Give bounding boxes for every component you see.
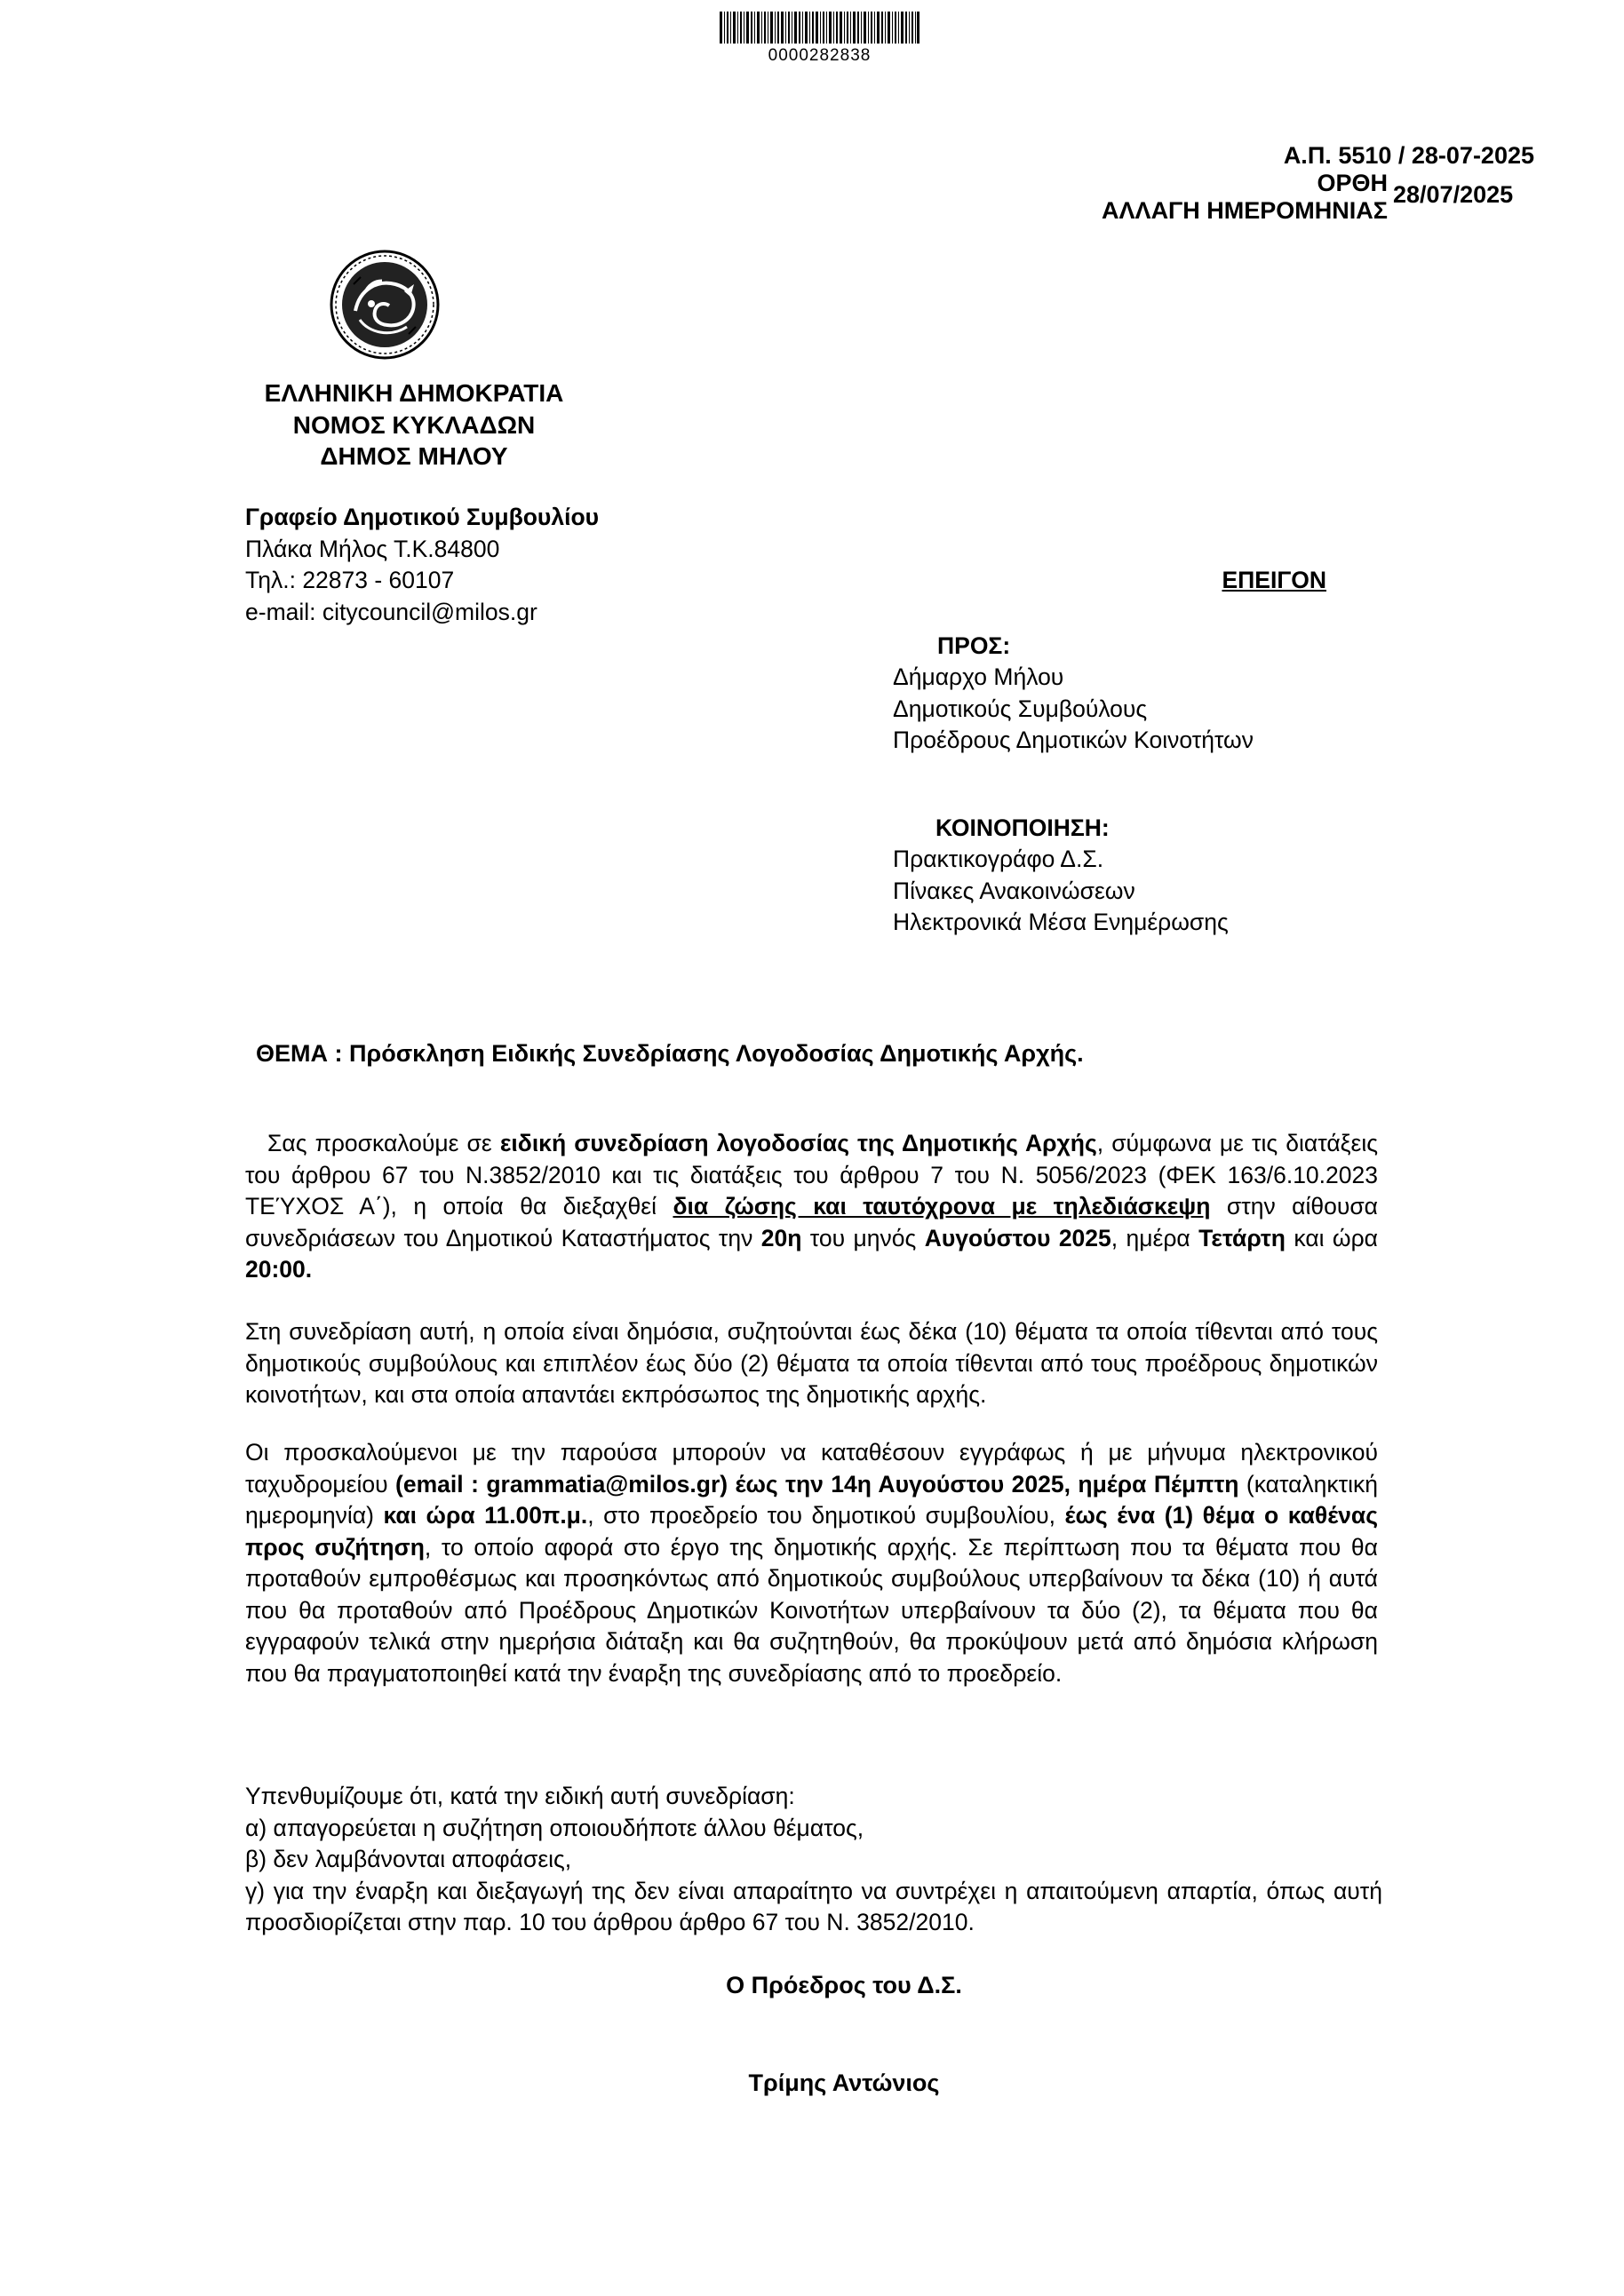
notification-item: Πίνακες Ανακοινώσεων [893, 877, 1135, 904]
correction-block [1022, 170, 1388, 225]
para3-topic-limit: έως ένα (1) θέμα ο καθένας προς συζήτηση [245, 1502, 1378, 1561]
para3-text: Οι προσκαλούμενοι με την παρούσα μπορούν να καταθέσουν εγγράφως ή με μήνυμα ηλεκτρονικού ταχυδρομείου [245, 1439, 1378, 1498]
correction-label: ΟΡΘΗ [1317, 170, 1388, 196]
authority-line-prefecture: ΝΟΜΟΣ ΚΥΚΛΑΔΩΝ [292, 410, 536, 439]
reminder-block [245, 1781, 1382, 1939]
para1-text: στην αίθουσα συνεδριάσεων του Δημοτικού Καταστήματος την [245, 1193, 1378, 1251]
para3-text: (καταληκτική ημερομηνία) [245, 1470, 1378, 1529]
invitation-paragraph [245, 1128, 1378, 1286]
para1-day: 20η [760, 1224, 802, 1251]
reminder-item-b: β) δεν λαμβάνονται αποφάσεις, [245, 1846, 572, 1872]
para3-text: , στο προεδρείο του δημοτικού συμβουλίου, [587, 1502, 1065, 1529]
para1-meeting-mode: δια ζώσης και ταυτόχρονα με τηλεδιάσκεψη [673, 1193, 1211, 1220]
recipients-list [893, 662, 1254, 757]
municipal-seal-icon [329, 249, 441, 361]
notification-list [893, 844, 1229, 939]
notification-heading: ΚΟΙΝΟΠΟΙΗΣΗ: [935, 814, 1110, 841]
reminder-item-a: α) απαγορεύεται η συζήτηση οποιουδήποτε άλλου θέματος, [245, 1814, 864, 1841]
office-email: e-mail: citycouncil@milos.gr [245, 598, 537, 625]
reminder-item-c: γ) για την έναρξη και διεξαγωγή της δεν είναι απαραίτητο να συντρέχει η απαιτούμενη απαρτία, όπως αυτή προσδιορίζεται στην παρ. 10 του άρθρου άρθρο 67 του Ν. 3852/2010. [245, 1877, 1382, 1935]
authority-line-municipality: ΔΗΜΟΣ ΜΗΛΟΥ [320, 442, 508, 470]
date-change-label: ΑΛΛΑΓΗ ΗΜΕΡΟΜΗΝΙΑΣ [1102, 197, 1388, 224]
office-phone: Τηλ.: 22873 - 60107 [245, 567, 455, 593]
para1-weekday: Τετάρτη [1198, 1224, 1286, 1251]
urgency-label: ΕΠΕΙΓΟΝ [1222, 567, 1326, 593]
para1-text: και ώρα [1286, 1224, 1378, 1251]
office-name: Γραφείο Δημοτικού Συμβουλίου [245, 504, 600, 530]
subject-line: ΘΕΜΑ : Πρόσκληση Ειδικής Συνεδρίασης Λογοδοσίας Δημοτικής Αρχής. [256, 1040, 1084, 1067]
para1-text: Σας προσκαλούμε σε [267, 1130, 500, 1156]
new-date: 28/07/2025 [1393, 181, 1514, 208]
barcode-number: 0000282838 [768, 46, 872, 65]
para1-meeting-type: ειδική συνεδρίαση λογοδοσίας της Δημοτικής Αρχής [499, 1130, 1097, 1156]
recipient-item: Προέδρους Δημοτικών Κοινοτήτων [893, 727, 1254, 753]
recipients-heading: ΠΡΟΣ: [937, 632, 1011, 659]
recipient-item: Δημοτικούς Συμβούλους [893, 695, 1148, 722]
para1-time: 20:00. [245, 1256, 313, 1283]
office-contact [245, 502, 743, 628]
para2-text: Στη συνεδρίαση αυτή, η οποία είναι δημόσια, συζητούνται έως δέκα (10) θέματα τα οποία τίθενται από τους δημοτικούς συμβούλους και επιπλέον έως δύο (2) θέματα τα οποία τίθενται από τους προέδρους δημοτικών κοινοτήτων, και στα οποία απαντάει εκπρόσωπος της δημοτικής αρχής. [245, 1318, 1378, 1408]
para3-email-deadline: (email : grammatia@milos.gr) έως την 14η Αυγούστου 2025, ημέρα Πέμπτη [395, 1470, 1239, 1498]
topics-paragraph [245, 1316, 1378, 1411]
para3-text: , το οποίο αφορά στο έργο της δημοτικής αρχής. Σε περίπτωση που τα θέματα που θα προταθούν εμπροθέσμως και προσηκόντως από δημοτικούς συμβούλους υπερβαίνουν τα δέκα (10) ή αυτά που θα προταθούν από Προέδρους Δημοτικών Κοινοτήτων υπερβαίνουν τα δύο (2), τα θέματα που θα εγγραφούν τελικά στην ημερήσια διάταξη και θα συζητηθούν, θα προκύψουν μετά από δημόσια κλήρωση που θα πραγματοποιηθεί κατά την έναρξη της συνεδρίασης από το προεδρείο. [245, 1533, 1378, 1687]
signature-name: Τρίμης Αντώνιος [748, 2070, 940, 2096]
para1-month: Αυγούστου 2025 [924, 1224, 1111, 1251]
para1-text: , ημέρα [1111, 1224, 1199, 1251]
para3-deadline-time: και ώρα 11.00π.μ. [383, 1502, 588, 1529]
recipient-item: Δήμαρχο Μήλου [893, 663, 1064, 690]
submission-paragraph [245, 1437, 1378, 1689]
para1-text: , σύμφωνα με τις διατάξεις του άρθρου 67 του Ν.3852/2010 και τις διατάξεις του άρθρου 7 του Ν. 5056/2023 (ΦΕΚ 163/6.10.2023 ΤΕΎΧΟΣ Α΄), η οποία θα διεξαχθεί [245, 1130, 1378, 1220]
authority-header [245, 377, 583, 473]
para1-text: του μηνός [801, 1224, 925, 1251]
signature-title: Ο Πρόεδρος του Δ.Σ. [726, 1972, 962, 1998]
protocol-number: Α.Π. 5510 / 28-07-2025 [1283, 142, 1534, 169]
office-address: Πλάκα Μήλος Τ.Κ.84800 [245, 535, 500, 562]
notification-item: Ηλεκτρονικά Μέσα Ενημέρωσης [893, 909, 1229, 935]
notification-item: Πρακτικογράφο Δ.Σ. [893, 846, 1104, 872]
reminder-intro: Υπενθυμίζουμε ότι, κατά την ειδική αυτή συνεδρίαση: [245, 1783, 795, 1809]
authority-line-country: ΕΛΛΗΝΙΚΗ ΔΗΜΟΚΡΑΤΙΑ [264, 379, 564, 407]
barcode [720, 12, 919, 44]
